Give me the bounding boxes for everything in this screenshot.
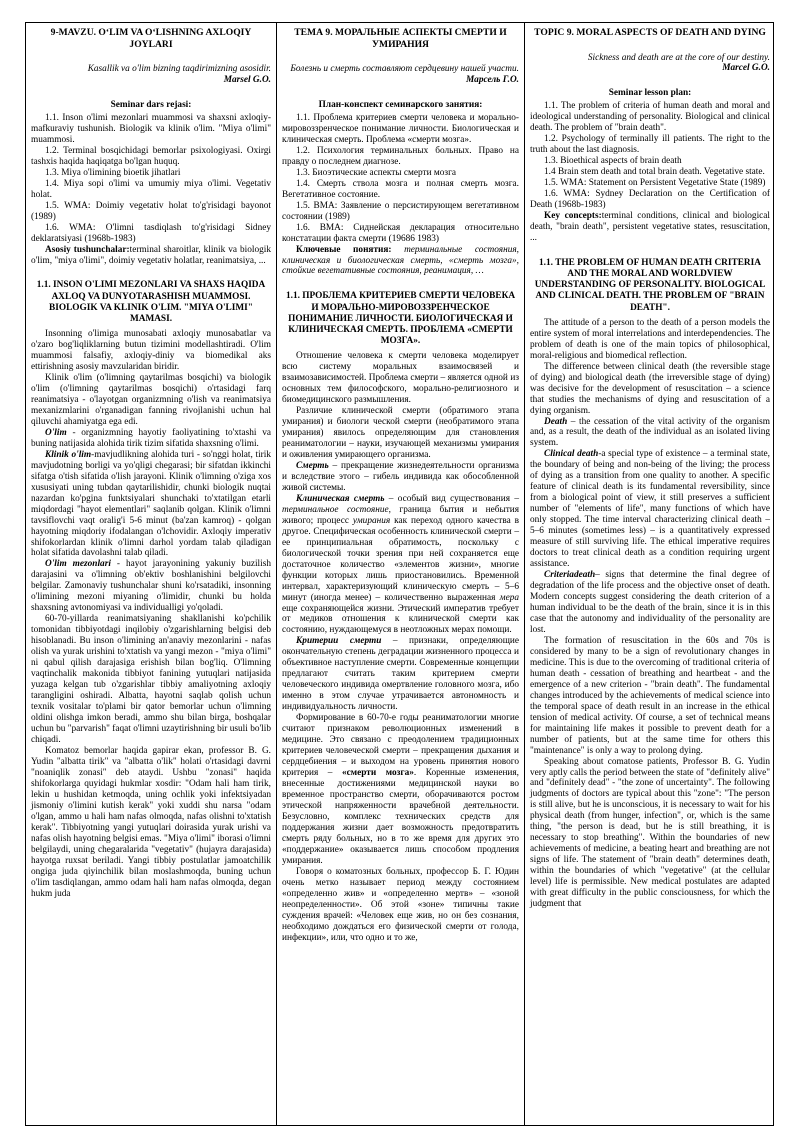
paragraph: Различие клинической смерти (обратимого этапа умирания) и биологи ческой смерти (необратимого этапа умирания) явилось определяющим для становления реаниматологии – науки, изучающей механизмы умирания и оживления умирающего организма. bbox=[282, 406, 519, 460]
paragraph: Говоря о коматозных больных, профессор Б. Г. Юдин очень метко называет период между состоянием «определенно жив» и «определенно мертв» – «зоной неопределенности». Об этой «зоне» типичны такие суждения врачей: «Человек еще жив, но он без сознания, необходимо дождаться его физической смерти от голода, инфекции», или, что одно и то же, bbox=[282, 866, 519, 943]
key-concepts-text: terminal sharoitlar, klinik va biologik o'lim, "miya o'limi", doimiy vegetativ holatlar, reanimatsiya, ... bbox=[31, 244, 272, 266]
epigraph-author: Marcel G.O. bbox=[722, 63, 770, 74]
key-concepts bbox=[282, 245, 519, 278]
plan-item: 1.4. Смерть ствола мозга и полная смерть мозга. Вегетативное состояние. bbox=[282, 178, 519, 200]
epigraph: Болезнь и смерть составляют сердцевину нашей участи. bbox=[290, 64, 519, 74]
russian-column bbox=[276, 23, 524, 1125]
section-title: 1.1. INSON O'LIMI MEZONLARI VA SHAXS HAQIDA AXLOQ VA DUNYOTARASHISH MUAMMOSI. BIOLOGIK VA KLINIK O'LIM. "MIYA O'LIMI" MAMASI. bbox=[36, 280, 266, 324]
plan-item: 1.5. WMA: Doimiy vegetativ holat to'g'risidagi bayonot (1989) bbox=[31, 200, 271, 222]
term: Klinik o'lim bbox=[45, 449, 92, 460]
emphasis: «смерти мозга» bbox=[342, 768, 414, 779]
plan-item: 1.3. Miya o'limining bioetik jihatlari bbox=[45, 167, 181, 178]
term: O'lim mezonlari bbox=[45, 559, 111, 570]
paragraph: Komatoz bemorlar haqida gapirar ekan, professor B. G. Yudin "albatta tirik" va "albatta o'lik" holati o'rtasidagi davrni "noaniqlik zonasi" deb ataydi. Ushbu "zonasi" haqida shifokorlarga quyidagi hukmlar xosdir: "Odam hali ham tirik, lekin u hushidan ketmoqda, uning ochlik yoki infektsiyadan jismoniy o'limini kutish kerak" yoki xuddi shu narsa "odam o'lgan, ammo u hali ham nafas olmoqda, nafas olishni to'xtatish kerak". Tibbiyotning yangi yutuqlari doirasida yurak urishi va nafas olish hayotning belgisi emas. "Miya o'limi" iborasi o'limni belgilaydi, uning chegaralarida "vegetativ" (hujayra darajasida) hayotga ruxsat beriladi. Yangi tibbiy postulatlar jamoatchilik ongiga juda qiyinchilik bilan moslashmoqda, buning uchun o'lim tasdiqlangan, ammo odam hali ham nafas olmoqda, degan hukm juda bbox=[31, 745, 271, 899]
topic-title: TOPIC 9. MORAL ASPECTS OF DEATH AND DYING bbox=[534, 27, 766, 38]
paragraph: The formation of resuscitation in the 60s and 70s is considered by many to be a sign of revolutionary changes in medicine. This is due to the overcoming of traditional criteria of human death - cessation of breathing and heartbeat - and the emergence of a new criterion - "brain death". The fundamental changes introduced by the achievements of medical science into the temporal space of death result in an increase in the ethical tension of medical activity. Of course, a set of technical means for maintaining life makes it possible to prevent death for a number of patients, but at the same time for others this "maintenance" is only a way to prolong dying. bbox=[530, 635, 770, 756]
key-concepts-label: Ключевые понятия: bbox=[296, 244, 392, 255]
paragraph-text: . Коренные изменения, внесенные достижениями медицинской науки во временное пространство смерти, оборачиваются ростом этической напряженности врачебной деятельности. Безусловно, комплекс технических средств для поддержания жизни дает возможность предотвратить смерть ряду больных, но в то же время для других это «поддержание» оказывается лишь способом продления умирания. bbox=[282, 768, 519, 866]
topic-title: ТЕМА 9. МОРАЛЬНЫЕ АСПЕКТЫ СМЕРТИ И УМИРАНИЯ bbox=[294, 27, 507, 50]
plan-heading: План-конспект семинарского занятия: bbox=[318, 99, 483, 110]
paragraph bbox=[282, 461, 519, 494]
section-title: 1.1. ПРОБЛЕМА КРИТЕРИЕВ СМЕРТИ ЧЕЛОВЕКА И МОРАЛЬНО-МИРОВОЗЗРЕНЧЕСКОЕ ПОНИМАНИЕ ЛИЧНОСТИ. БИОЛОГИЧЕСКАЯ И КЛИНИЧЕСКАЯ СМЕРТЬ. ПРОБЛЕМА «СМЕРТИ МОЗГА». bbox=[285, 291, 516, 347]
term: Критерии смерти bbox=[296, 636, 382, 647]
term: Criteriadeath bbox=[544, 570, 596, 581]
epigraph-author: Marsel G.O. bbox=[223, 74, 271, 85]
plan-item: 1.4. Miya sopi o'limi va umumiy miya o'limi. Vegetativ holat. bbox=[31, 178, 271, 200]
paragraph-text: Формирование в 60-70-е годы реаниматологии многие считают признаком революционных изменений в медицине. Это связано с преодолением традиционных критериев человеческой смерти – прекращения дыхания и сердцебиения – и выходом на уровень принятия нового критерия – bbox=[282, 713, 519, 779]
definition: – признаки, определяющие окончательную степень деградации жизненного процесса и объективное наступление смерти. Современные концепции предлагают считать таким критерием смерти человеческого индивида омертвление головного мозга, ибо именно в этом случае утрачивается автономность и индивидуальность личности. bbox=[282, 636, 519, 713]
epigraph: Kasallik va o'lim bizning taqdirimizning asosidir. bbox=[87, 64, 271, 74]
paragraph bbox=[282, 636, 519, 713]
paragraph: Klinik o'lim (o'limning qaytarilmas bosqichi) va biologik o'lim (o'limning qaytarilmas bosqichi) o'rtasidagi farq reanimatsiya - o'layotgan organizmning o'lish va reanimatsiya mexanizmlarini o'rganadigan fanning rivojlanishi uchun hal qiluvchi ahamiyatga ega edi. bbox=[31, 372, 271, 427]
key-concepts bbox=[530, 211, 770, 244]
definition: – signs that determine the final degree of degradation of the life process and the objective onset of death. Modern concepts suggest considering the death criterion of a human individual to be the death of the brain, since it is in this case that the autonomy and individuality of the personality are lost. bbox=[530, 570, 770, 635]
definition: -a special type of existence – a terminal state, the boundary of being and non-being of the living; the process of dying as a transition from one quality to another. A specific feature of clinical death is its fundamental reversibility, since from a biological point of view, it still preserves a sufficient number of "elements of life", many functions of which have only stopped. The time interval characterizing clinical death – 5–6 minutes (sometimes less) – is a quantitatively expressed measure of still surviving life. The ethical imperative requires doctors to treat clinical death as a condition requiring urgent assistance. bbox=[530, 449, 771, 570]
plan-item: 1.3. Биоэтические аспекты смерти мозга bbox=[296, 167, 457, 178]
definition: как переход одного качества в другое. Специфическая особенность клинической смерти – ее принципиальная обратимость, поскольку с биологической точки зрения при ней сохраняется еще достаточное количество «элементов жизни», многие функции которых лишь приостановились. Временной интервал, характеризующий клиническую смерть – 5–6 минут (иногда менее) – количественно выраженная bbox=[282, 515, 519, 603]
paragraph bbox=[31, 559, 271, 614]
key-concepts bbox=[31, 245, 271, 267]
plan-item: 1.1. Проблема критериев смерти человека и морально-мировоззренческое понимание личности. Биологическая и клиническая смерть. Проблема «смерти мозга». bbox=[282, 112, 519, 145]
plan-item: 1.6. WMA: Sydney Declaration on the Certification of Death (1968b-1983) bbox=[530, 189, 770, 211]
definition: еще сохраняющейся жизни. Этический императив требует от медиков отношения к клинической смерти как состоянию, нуждающемуся в неотложных мерах помощи. bbox=[282, 603, 519, 636]
paragraph: The difference between clinical death (the reversible stage of dying) and biological death (the irreversible stage of dying) was decisive for the development of resuscitation – a science that studies the mechanisms of dying and resuscitation of a dying organism. bbox=[530, 361, 770, 416]
plan-heading: Seminar dars rejasi: bbox=[110, 99, 192, 110]
paragraph: Отношение человека к смерти человека моделирует всю систему моральных взаимосвязей и взаимозависимостей. Проблема смерти – является одной из основных тем философского, морально-религиозного и биомедицинского размышления. bbox=[282, 351, 519, 406]
key-concepts-label: Key concepts: bbox=[544, 211, 602, 222]
plan-item: 1.4 Brain stem death and total brain death. Vegetative state. bbox=[544, 167, 765, 178]
paragraph bbox=[31, 428, 271, 450]
key-concepts-label: Asosiy tushunchalar: bbox=[45, 244, 130, 255]
plan-item: 1.2. Психология терминальных больных. Право на правду о последнем диагнозе. bbox=[282, 145, 519, 167]
definition: – прекращение жизнедеятельности организма и вследствие этого – гибель индивида как обособленной живой системы. bbox=[282, 460, 519, 493]
term: Death bbox=[544, 416, 568, 427]
key-concepts-text: терминальные состояния, клиническая и биологическая смерть, «смерть мозга», стойкие вегетативные состояния, реанимация, … bbox=[282, 244, 519, 277]
definition: – особый вид существования – bbox=[384, 493, 519, 504]
key-concepts-text: terminal conditions, clinical and biological death, "brain death", persistent vegetative states, resuscitation, ... bbox=[530, 211, 770, 244]
plan-item: 1.1. Inson o'limi mezonlari muammosi va shaxsni axloqiy-mafkuraviy tushunish. Biologik va klinik o'lim. "Miya o'limi" muammosi. bbox=[31, 112, 271, 145]
trilingual-page bbox=[25, 22, 774, 1126]
definition: - organizmning hayotiy faoliyatining to'xtashi va buning natijasida alohida tirik tizim sifatida shaxsning o'limi. bbox=[31, 427, 271, 449]
definition: , граница бытия и небытия живого; процесс bbox=[282, 504, 520, 526]
epigraph-author: Марсель Г.О. bbox=[466, 74, 519, 85]
term: Смерть bbox=[296, 460, 329, 471]
term: Clinical death bbox=[544, 449, 599, 460]
paragraph: The attitude of a person to the death of a person models the entire system of moral interrelations and interdependencies. The problem of death is one of the main topics of philosophical, moral-religious and biomedical reflection. bbox=[530, 317, 770, 361]
paragraph bbox=[530, 417, 770, 450]
term: O'lim bbox=[45, 427, 67, 438]
paragraph: 60-70-yillarda reanimatsiyaning shakllanishi ko'pchilik tomonidan tibbiyotdagi inqilobiy o'zgarishlarning belgisi deb hisoblanadi. Bu inson o'limining an'anaviy mezonlarini - nafas olish va yurak urishini to'xtatish va yangi mezon - "miya o'limi" ni qabul qilish darajasiga erishish bilan bog'liq. O'limning vaqtinchalik makonida tibbiyot fanining yutuqlari natijasida yuzaga kelgan tub o'zgarishlar tibbiy amaliyotning axloqiy tarangligini oshiradi. Albatta, hayotni saqlab qolish uchun texnik vositalar to'plami bir qator bemorlar uchun o'limning oldini olishga imkon beradi, ammo shu bilan birga, boshqalar uchun bu "parvarish" faqat o'limni uzaytirishning bir usuli bo'lib chiqadi. bbox=[31, 614, 271, 745]
uzbek-column bbox=[26, 23, 276, 1125]
plan-item: 1.5. ВМА: Заявление о персистирующем вегетативном состоянии (1989) bbox=[282, 200, 519, 222]
paragraph: Speaking about comatose patients, Professor B. G. Yudin very aptly calls the period between the state of "definitely alive" and "definitely dead" - "the zone of uncertainty". The following judgments of doctors are typical about this "zone": "The person is still alive, but he is unconscious, it is necessary to wait for his physical death (from hunger, infection", or, which is the same thing, "the person is dead, but he is still breathing, it is necessary to stop breathing". Within the boundaries of new achievements of medicine, a beating heart and breathing are not signs of life. The statement of "brain death" determines death, within the boundaries of which "vegetative" (at the cellular level) life is permissible. New medical postulates are adapted with great difficulty in the public consciousness, for which the judgment that bbox=[530, 756, 770, 910]
emphasis: мера bbox=[499, 592, 519, 603]
emphasis: умирания bbox=[352, 515, 391, 526]
paragraph: Insonning o'limiga munosabati axloqiy munosabatlar va o'zaro bog'liqliklarning butun tizimini modellashtiradi. O'lim muammosi falsafiy, axloqiy-diniy va biomedikal aks ettirishning asosiy mavzularidan biridir. bbox=[31, 329, 271, 372]
plan-item: 1.3. Bioethical aspects of brain death bbox=[544, 156, 682, 167]
definition: - hayot jarayonining yakuniy buzilish darajasini va o'limning ob'ektiv boshlanishini belgilovchi belgilar. Zamonaviy tushunchalar shuni ko'rsatadiki, insonning o'limining mezoni miyaning o'limidir, chunki bu holda shaxsning avtonomiyasi va individualligi yo'qoladi. bbox=[31, 559, 271, 614]
english-column bbox=[524, 23, 774, 1125]
paragraph bbox=[282, 713, 519, 867]
definition: -mavjudlikning alohida turi - so'nggi holat, tirik mavjudotning borligi va yo'qligi chegarasi; bir sifatdan ikkinchi sifatga o'tish sifatida o'lish jarayoni. Klinik o'limning o'ziga xos xususiyati uning tubdan qaytarilishidir, chunki biologik nuqtai nazardan ko'pgina funktsiyalari shunchaki to'xtatilgan etarli miqdordagi "hayot elementlari" saqlanib qolgan. Klinik o'limni tavsiflovchi vaqt oralig'i 5-6 minut (ba'zan kamroq) - qolgan hayotning miqdoriy ifodalangan o'lchovidir. Axloqiy imperativ shifokorlardan klinik o'limni darhol yordam talab qiladigan holat sifatida davolashni talab qiladi. bbox=[31, 449, 271, 559]
paragraph bbox=[530, 449, 770, 570]
topic-title: 9-MAVZU. O‘LIM VA O‘LISHNING AXLOQIY JOYLARI bbox=[50, 27, 252, 50]
plan-item: 1.6. ВМА: Сиднейская декларация относительно констатации факта смерти (19686 1983) bbox=[282, 222, 519, 244]
plan-item: 1.1. The problem of criteria of human death and moral and ideological understanding of personality. Biological and clinical death. The problem of "brain death". bbox=[530, 101, 770, 134]
plan-item: 1.2. Terminal bosqichidagi bemorlar psixologiyasi. Oxirgi tashxis haqida haqiqatga bo'lgan huquq. bbox=[31, 145, 271, 167]
section-title: 1.1. THE PROBLEM OF HUMAN DEATH CRITERIA AND THE MORAL AND WORLDVIEW UNDERSTANDING OF PERSONALITY. BIOLOGICAL AND CLINICAL DEATH. THE PROBLEM OF "BRAIN DEATH". bbox=[534, 258, 766, 313]
emphasis: терминальное состояние bbox=[282, 504, 389, 515]
term: Клиническая смерть bbox=[296, 493, 385, 504]
paragraph bbox=[530, 570, 770, 636]
epigraph: Sickness and death are at the core of our destiny. bbox=[587, 52, 770, 63]
plan-item: 1.5. WMA: Statement on Persistent Vegetative State (1989) bbox=[544, 178, 766, 189]
definition: – the cessation of the vital activity of the organism and, as a result, the death of the individual as an isolated living system. bbox=[530, 416, 770, 449]
paragraph bbox=[31, 450, 271, 560]
plan-item: 1.2. Psychology of terminally ill patients. The right to the truth about the last diagnosis. bbox=[530, 134, 770, 156]
paragraph bbox=[282, 494, 519, 637]
plan-item: 1.6. WMA: O'limni tasdiqlash to'g'risidagi Sidney deklaratsiyasi (1968b-1983) bbox=[31, 222, 271, 244]
plan-heading: Seminar lesson plan: bbox=[608, 88, 692, 99]
